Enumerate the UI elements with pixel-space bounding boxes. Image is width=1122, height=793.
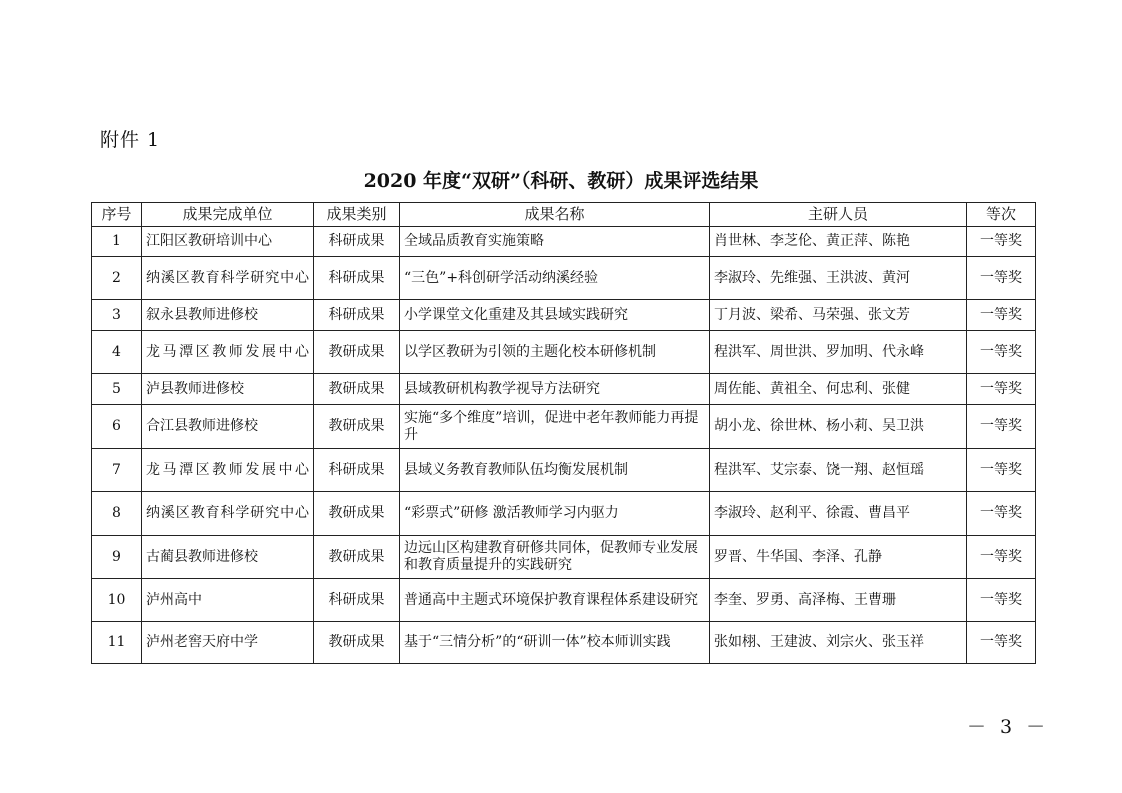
cell-award: 一等奖 xyxy=(967,374,1036,405)
cell-name: “彩票式”研修 激活教师学习内驱力 xyxy=(400,492,710,536)
cell-type: 科研成果 xyxy=(314,579,400,622)
cell-people: 李奎、罗勇、高泽梅、王曹珊 xyxy=(710,579,967,622)
table-row xyxy=(92,492,1036,536)
cell-unit: 泸州老窖天府中学 xyxy=(142,622,314,664)
cell-no: 10 xyxy=(92,579,142,622)
cell-name: 以学区教研为引领的主题化校本研修机制 xyxy=(400,331,710,374)
cell-people: 李淑玲、赵利平、徐霞、曹昌平 xyxy=(710,492,967,536)
cell-people: 张如栩、王建波、刘宗火、张玉祥 xyxy=(710,622,967,664)
table-row xyxy=(92,579,1036,622)
cell-unit: 泸县教师进修校 xyxy=(142,374,314,405)
cell-type: 科研成果 xyxy=(314,300,400,331)
cell-award: 一等奖 xyxy=(967,257,1036,300)
header-type: 成果类别 xyxy=(314,203,400,227)
cell-no: 4 xyxy=(92,331,142,374)
cell-unit: 泸州高中 xyxy=(142,579,314,622)
cell-people: 胡小龙、徐世林、杨小莉、吴卫洪 xyxy=(710,405,967,449)
cell-type: 教研成果 xyxy=(314,405,400,449)
table-row xyxy=(92,374,1036,405)
cell-no: 9 xyxy=(92,536,142,579)
page-number: － 3 － xyxy=(967,716,1050,738)
cell-no: 11 xyxy=(92,622,142,664)
cell-type: 科研成果 xyxy=(314,257,400,300)
table-row xyxy=(92,227,1036,257)
cell-type: 科研成果 xyxy=(314,227,400,257)
cell-type: 教研成果 xyxy=(314,536,400,579)
cell-unit: 叙永县教师进修校 xyxy=(142,300,314,331)
header-people: 主研人员 xyxy=(710,203,967,227)
cell-award: 一等奖 xyxy=(967,622,1036,664)
cell-award: 一等奖 xyxy=(967,579,1036,622)
cell-people: 程洪军、周世洪、罗加明、代永峰 xyxy=(710,331,967,374)
attachment-label: 附件 1 xyxy=(100,129,161,151)
cell-no: 5 xyxy=(92,374,142,405)
cell-no: 1 xyxy=(92,227,142,257)
cell-unit: 古蔺县教师进修校 xyxy=(142,536,314,579)
cell-unit: 龙马潭区教师发展中心 xyxy=(142,449,314,492)
header-award: 等次 xyxy=(967,203,1036,227)
cell-people: 罗晋、牛华国、李泽、孔静 xyxy=(710,536,967,579)
cell-name: 县域义务教育教师队伍均衡发展机制 xyxy=(400,449,710,492)
cell-name: 全域品质教育实施策略 xyxy=(400,227,710,257)
cell-name: 边远山区构建教育研修共同体，促教师专业发展和教育质量提升的实践研究 xyxy=(400,536,710,579)
header-unit: 成果完成单位 xyxy=(142,203,314,227)
cell-people: 李淑玲、先维强、王洪波、黄河 xyxy=(710,257,967,300)
table-row xyxy=(92,405,1036,449)
cell-name: 小学课堂文化重建及其县域实践研究 xyxy=(400,300,710,331)
cell-award: 一等奖 xyxy=(967,449,1036,492)
cell-unit: 纳溪区教育科学研究中心 xyxy=(142,257,314,300)
table-row xyxy=(92,622,1036,664)
cell-people: 周佐能、黄祖全、何忠利、张健 xyxy=(710,374,967,405)
table-row xyxy=(92,536,1036,579)
cell-no: 2 xyxy=(92,257,142,300)
cell-unit: 龙马潭区教师发展中心 xyxy=(142,331,314,374)
table-header-row xyxy=(92,203,1036,227)
cell-name: 实施“多个维度”培训，促进中老年教师能力再提升 xyxy=(400,405,710,449)
cell-name: “三色”+科创研学活动纳溪经验 xyxy=(400,257,710,300)
cell-no: 3 xyxy=(92,300,142,331)
results-table xyxy=(91,202,1036,664)
cell-award: 一等奖 xyxy=(967,300,1036,331)
table-row xyxy=(92,331,1036,374)
cell-no: 8 xyxy=(92,492,142,536)
header-name: 成果名称 xyxy=(400,203,710,227)
cell-type: 教研成果 xyxy=(314,331,400,374)
cell-award: 一等奖 xyxy=(967,492,1036,536)
table-row xyxy=(92,300,1036,331)
cell-type: 教研成果 xyxy=(314,622,400,664)
cell-people: 肖世林、李芝伦、黄正萍、陈艳 xyxy=(710,227,967,257)
table-row xyxy=(92,257,1036,300)
cell-award: 一等奖 xyxy=(967,405,1036,449)
cell-name: 县域教研机构教学视导方法研究 xyxy=(400,374,710,405)
table-row xyxy=(92,449,1036,492)
cell-unit: 合江县教师进修校 xyxy=(142,405,314,449)
cell-award: 一等奖 xyxy=(967,536,1036,579)
cell-award: 一等奖 xyxy=(967,331,1036,374)
document-title: 2020 年度“双研”（科研、教研）成果评选结果 xyxy=(363,170,759,192)
cell-award: 一等奖 xyxy=(967,227,1036,257)
cell-name: 基于“三情分析”的“研训一体”校本师训实践 xyxy=(400,622,710,664)
header-no: 序号 xyxy=(92,203,142,227)
cell-no: 6 xyxy=(92,405,142,449)
cell-type: 科研成果 xyxy=(314,449,400,492)
cell-people: 程洪军、艾宗泰、饶一翔、赵恒瑶 xyxy=(710,449,967,492)
cell-name: 普通高中主题式环境保护教育课程体系建设研究 xyxy=(400,579,710,622)
cell-type: 教研成果 xyxy=(314,492,400,536)
cell-type: 教研成果 xyxy=(314,374,400,405)
cell-people: 丁月波、梁希、马荣强、张文芳 xyxy=(710,300,967,331)
cell-unit: 纳溪区教育科学研究中心 xyxy=(142,492,314,536)
cell-no: 7 xyxy=(92,449,142,492)
cell-unit: 江阳区教研培训中心 xyxy=(142,227,314,257)
